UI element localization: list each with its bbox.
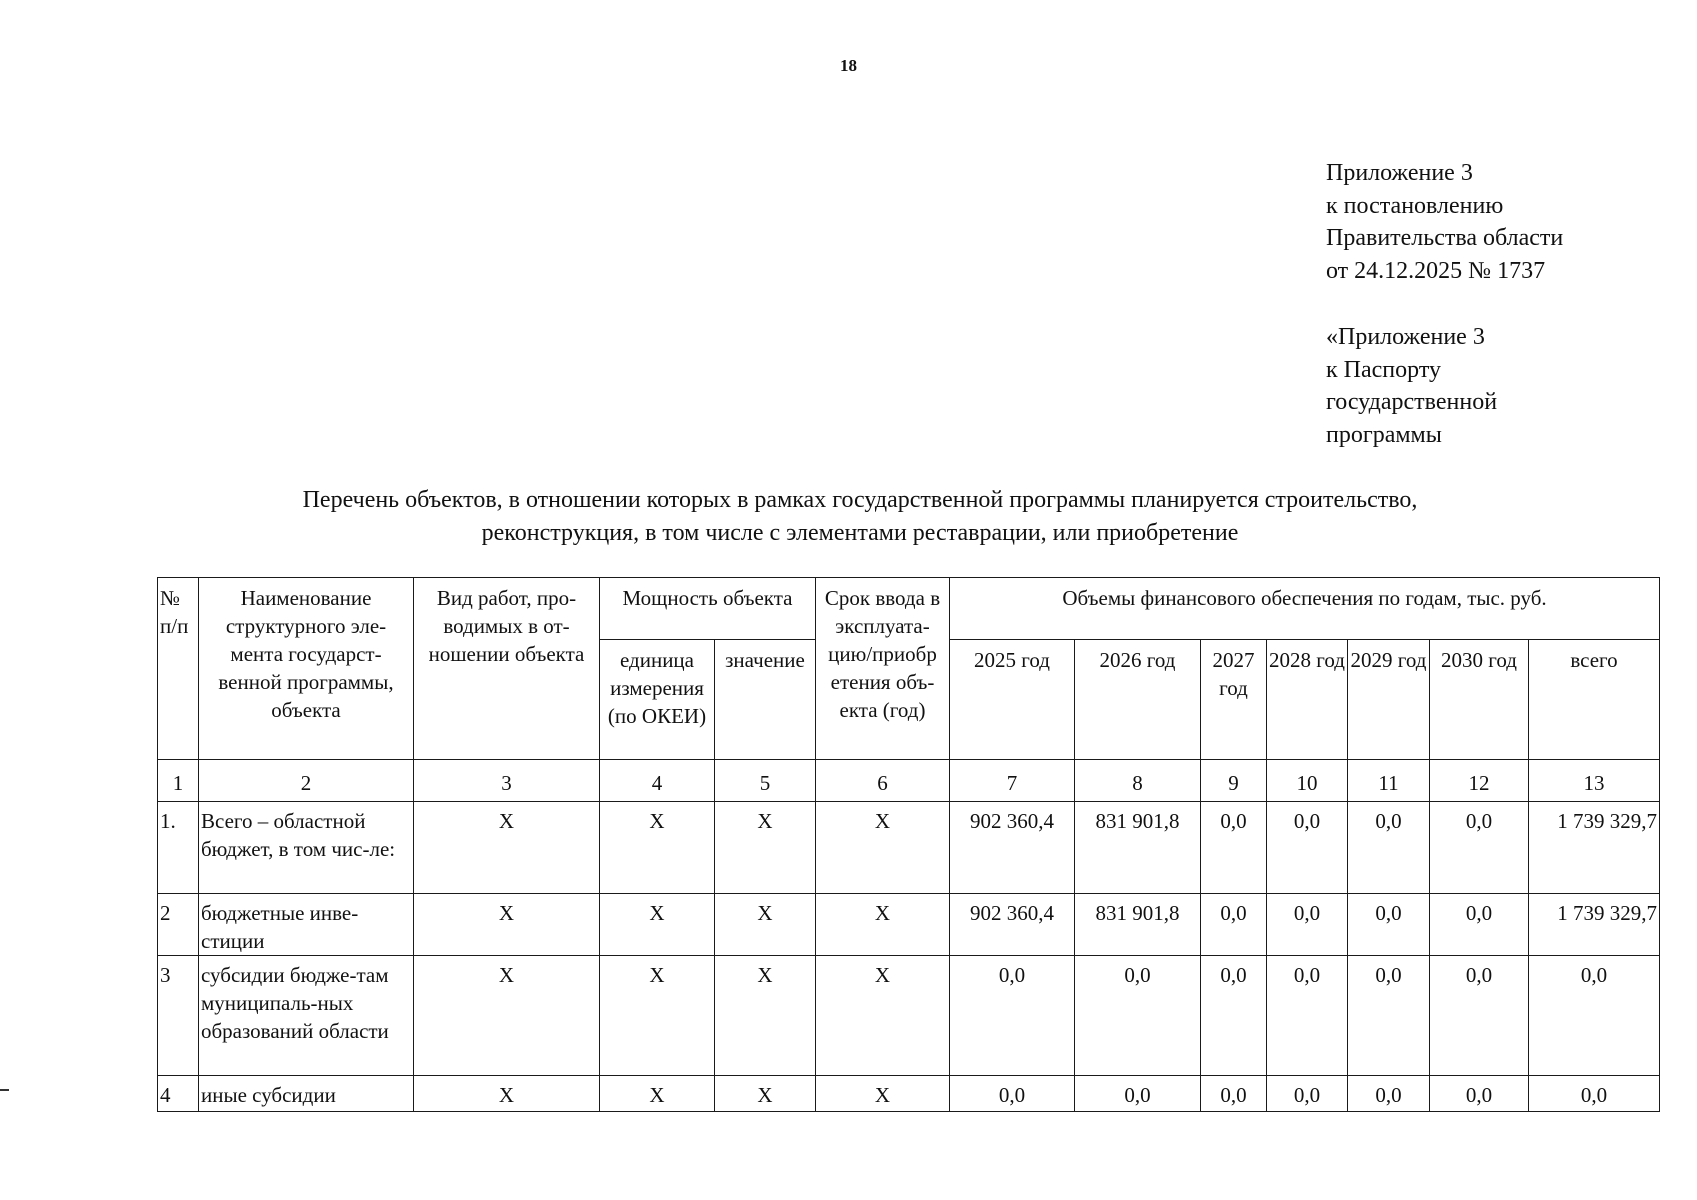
approval-line: Приложение 3	[1326, 160, 1473, 186]
approval-spacer	[1326, 287, 1563, 321]
row-value: Х	[715, 802, 816, 894]
row-name: Всего – областной бюджет, в том чис-ле:	[199, 802, 414, 894]
row-2030: 0,0	[1430, 894, 1529, 956]
row-name: субсидии бюдже-там муниципаль-ных образований области	[199, 956, 414, 1076]
column-number: 3	[414, 760, 600, 802]
row-value: Х	[715, 894, 816, 956]
column-number: 10	[1267, 760, 1348, 802]
table-row	[158, 894, 1660, 956]
row-num: 2	[158, 894, 199, 956]
column-number: 2	[199, 760, 414, 802]
row-unit: Х	[600, 956, 715, 1076]
column-number: 12	[1430, 760, 1529, 802]
row-total: 0,0	[1529, 1076, 1660, 1112]
row-2026: 831 901,8	[1075, 894, 1201, 956]
row-2030: 0,0	[1430, 956, 1529, 1076]
page-number: 18	[840, 56, 857, 75]
appendix-line: «Приложение 3	[1326, 324, 1485, 350]
row-2027: 0,0	[1201, 894, 1267, 956]
header-year-2025: 2025 год	[950, 640, 1075, 760]
row-unit: Х	[600, 802, 715, 894]
row-work-type: Х	[414, 1076, 600, 1112]
header-capacity: Мощность объекта	[600, 578, 816, 640]
row-term: Х	[816, 956, 950, 1076]
scan-margin-mark	[0, 1089, 9, 1091]
column-number: 11	[1348, 760, 1430, 802]
document-title	[140, 484, 1580, 550]
column-number: 9	[1201, 760, 1267, 802]
header-work-type: Вид работ, про-водимых в от-ношении объекта	[414, 578, 600, 760]
title-line: Перечень объектов, в отношении которых в рамках государственной программы планируется строительство,	[302, 487, 1418, 513]
row-value: Х	[715, 956, 816, 1076]
row-2028: 0,0	[1267, 956, 1348, 1076]
table-row	[158, 802, 1660, 894]
header-year-2027: 2027 год	[1201, 640, 1267, 760]
row-2027: 0,0	[1201, 956, 1267, 1076]
header-unit: единица измерения (по ОКЕИ)	[600, 640, 715, 760]
row-2029: 0,0	[1348, 894, 1430, 956]
row-2030: 0,0	[1430, 802, 1529, 894]
row-2026: 0,0	[1075, 956, 1201, 1076]
row-2028: 0,0	[1267, 1076, 1348, 1112]
row-term: Х	[816, 802, 950, 894]
row-2025: 0,0	[950, 956, 1075, 1076]
header-year-2026: 2026 год	[1075, 640, 1201, 760]
table-row	[158, 956, 1660, 1076]
row-2025: 902 360,4	[950, 802, 1075, 894]
row-2028: 0,0	[1267, 802, 1348, 894]
appendix-line: программы	[1326, 421, 1442, 448]
row-2026: 831 901,8	[1075, 802, 1201, 894]
row-2027: 0,0	[1201, 1076, 1267, 1112]
row-2027: 0,0	[1201, 802, 1267, 894]
header-value: значение	[715, 640, 816, 760]
approval-block	[1326, 157, 1563, 451]
row-total: 1 739 329,7	[1529, 894, 1660, 956]
row-term: Х	[816, 894, 950, 956]
column-number: 5	[715, 760, 816, 802]
objects-table	[157, 577, 1660, 1112]
row-unit: Х	[600, 1076, 715, 1112]
approval-line: Правительства области	[1326, 225, 1564, 251]
header-name: Наименование структурного эле-мента государст-венной программы, объекта	[199, 578, 414, 760]
row-num: 1.	[158, 802, 199, 894]
header-year-2029: 2029 год	[1348, 640, 1430, 760]
row-work-type: Х	[414, 802, 600, 894]
column-number: 6	[816, 760, 950, 802]
row-work-type: Х	[414, 956, 600, 1076]
column-number-row	[158, 760, 1660, 802]
row-work-type: Х	[414, 894, 600, 956]
appendix-line: к Паспорту	[1326, 356, 1441, 383]
row-total: 0,0	[1529, 956, 1660, 1076]
row-total: 1 739 329,7	[1529, 802, 1660, 894]
row-2025: 902 360,4	[950, 894, 1075, 956]
title-line: реконструкция, в том числе с элементами реставрации, или приобретение	[481, 520, 1239, 546]
table-row	[158, 1076, 1660, 1112]
row-2026: 0,0	[1075, 1076, 1201, 1112]
row-name: бюджетные инве-стиции	[199, 894, 414, 956]
header-financing: Объемы финансового обеспечения по годам, тыс. руб.	[950, 578, 1660, 640]
column-number: 1	[158, 760, 199, 802]
row-num: 3	[158, 956, 199, 1076]
row-2029: 0,0	[1348, 1076, 1430, 1112]
approval-line: от 24.12.2025 № 1737	[1326, 257, 1546, 284]
row-unit: Х	[600, 894, 715, 956]
header-total: всего	[1529, 640, 1660, 760]
header-year-2028: 2028 год	[1267, 640, 1348, 760]
row-name: иные субсидии	[199, 1076, 414, 1112]
row-term: Х	[816, 1076, 950, 1112]
header-commissioning: Срок ввода в эксплуата-цию/приобр етения объ-екта (год)	[816, 578, 950, 760]
appendix-line: государственной	[1326, 389, 1498, 415]
row-value: Х	[715, 1076, 816, 1112]
row-2029: 0,0	[1348, 956, 1430, 1076]
approval-line: к постановлению	[1326, 192, 1504, 219]
row-2028: 0,0	[1267, 894, 1348, 956]
column-number: 13	[1529, 760, 1660, 802]
row-2025: 0,0	[950, 1076, 1075, 1112]
column-number: 8	[1075, 760, 1201, 802]
header-year-2030: 2030 год	[1430, 640, 1529, 760]
header-num: № п/п	[158, 578, 199, 760]
column-number: 7	[950, 760, 1075, 802]
row-num: 4	[158, 1076, 199, 1112]
row-2030: 0,0	[1430, 1076, 1529, 1112]
column-number: 4	[600, 760, 715, 802]
row-2029: 0,0	[1348, 802, 1430, 894]
